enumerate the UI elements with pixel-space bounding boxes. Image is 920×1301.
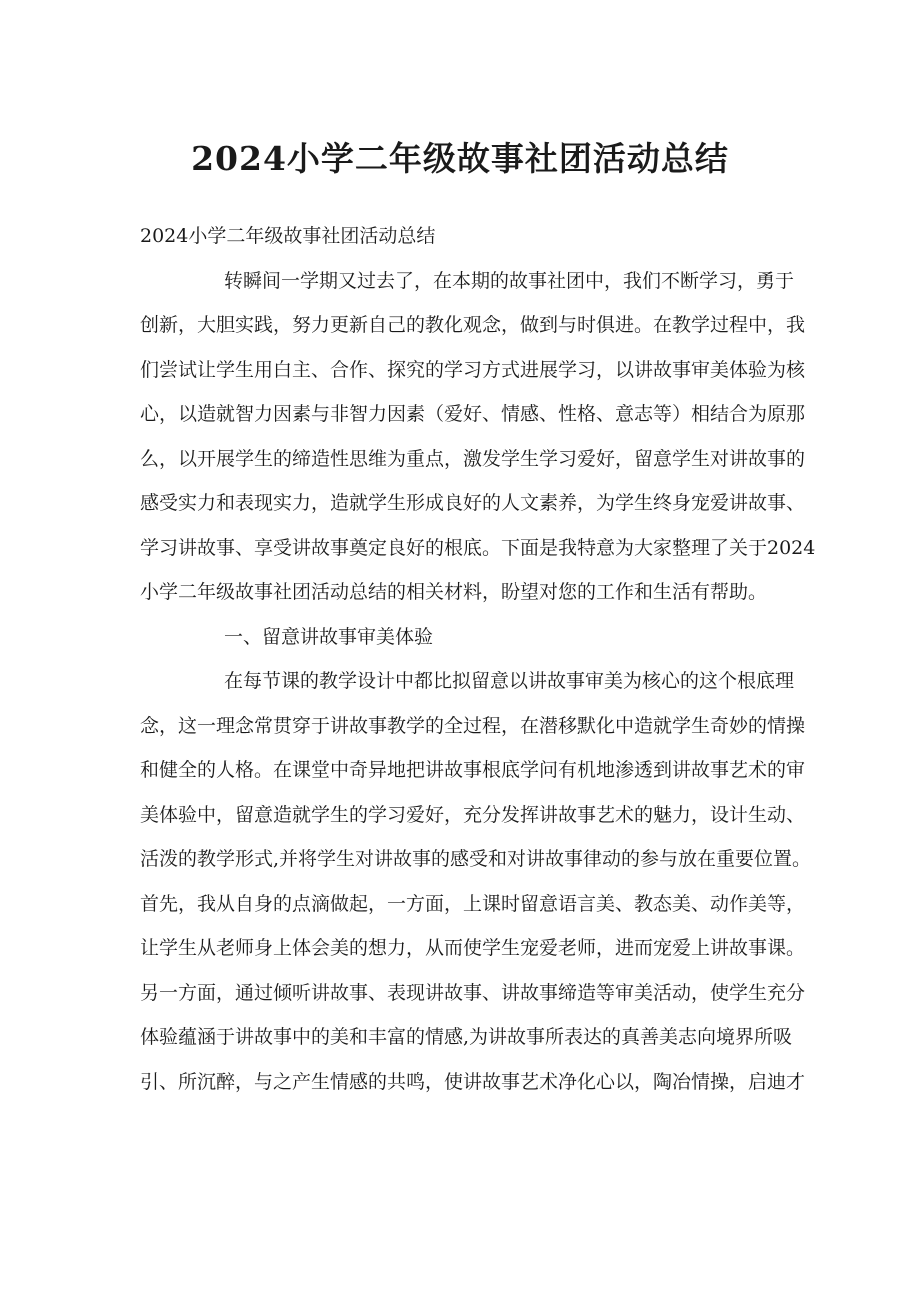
paragraph-line: 另一方面，通过倾听讲故事、表现讲故事、讲故事缔造等审美活动，使学生充分 — [140, 982, 806, 1004]
paragraph-line: 美体验中，留意造就学生的学习爱好，充分发挥讲故事艺术的魅力，设计生动、 — [140, 804, 806, 826]
paragraph-line: 么，以开展学生的缔造性思维为重点，激发学生学习爱好，留意学生对讲故事的 — [140, 448, 806, 470]
paragraph-line: 念，这一理念常贯穿于讲故事教学的全过程，在潜移默化中造就学生奇妙的情操 — [140, 715, 806, 737]
paragraph-line: 们尝试让学生用白主、合作、探究的学习方式进展学习，以讲故事审美体验为核 — [140, 359, 806, 381]
paragraph-line: 和健全的人格。在课堂中奇异地把讲故事根底学问有机地渗透到讲故事艺术的审 — [140, 759, 806, 781]
paragraph-line: 转瞬间一学期又过去了，在本期的故事社团中，我们不断学习，勇于 — [224, 270, 795, 292]
paragraph-line: 在每节课的教学设计中都比拟留意以讲故事审美为核心的这个根底理 — [224, 670, 795, 692]
paragraph-line: 首先，我从自身的点滴做起，一方面，上课时留意语言美、教态美、动作美等， — [140, 893, 806, 915]
paragraph-line: 体验蕴涵于讲故事中的美和丰富的情感,为讲故事所表达的真善美志向境界所吸 — [140, 1026, 793, 1048]
paragraph-line: 感受实力和表现实力，造就学生形成良好的人文素养，为学生终身宠爱讲故事、 — [140, 492, 806, 514]
paragraph-line: 活泼的教学形式,并将学生对讲故事的感受和对讲故事律动的参与放在重要位置。 — [140, 848, 812, 870]
document-title: 2024小学二年级故事社团活动总结 — [191, 139, 729, 178]
paragraph-line: 小学二年级故事社团活动总结的相关材料，盼望对您的工作和生活有帮助。 — [140, 581, 768, 603]
paragraph-line: 心，以造就智力因素与非智力因素（爱好、情感、性格、意志等）相结合为原那 — [140, 403, 806, 425]
paragraph-line: 引、所沉醉，与之产生情感的共鸣，使讲故事艺术净化心以，陶冶情操，启迪才 — [140, 1071, 806, 1093]
paragraph-line: 学习讲故事、享受讲故事奠定良好的根底。下面是我特意为大家整理了关于2024 — [140, 537, 816, 559]
paragraph-line: 让学生从老师身上体会美的想力，从而使学生宠爱老师，进而宠爱上讲故事课。 — [140, 937, 806, 959]
document-subtitle: 2024小学二年级故事社团活动总结 — [140, 225, 436, 247]
paragraph-line: 创新，大胆实践，努力更新自己的教化观念，做到与时俱进。在教学过程中，我 — [140, 314, 806, 336]
section-heading: 一、留意讲故事审美体验 — [224, 626, 434, 648]
